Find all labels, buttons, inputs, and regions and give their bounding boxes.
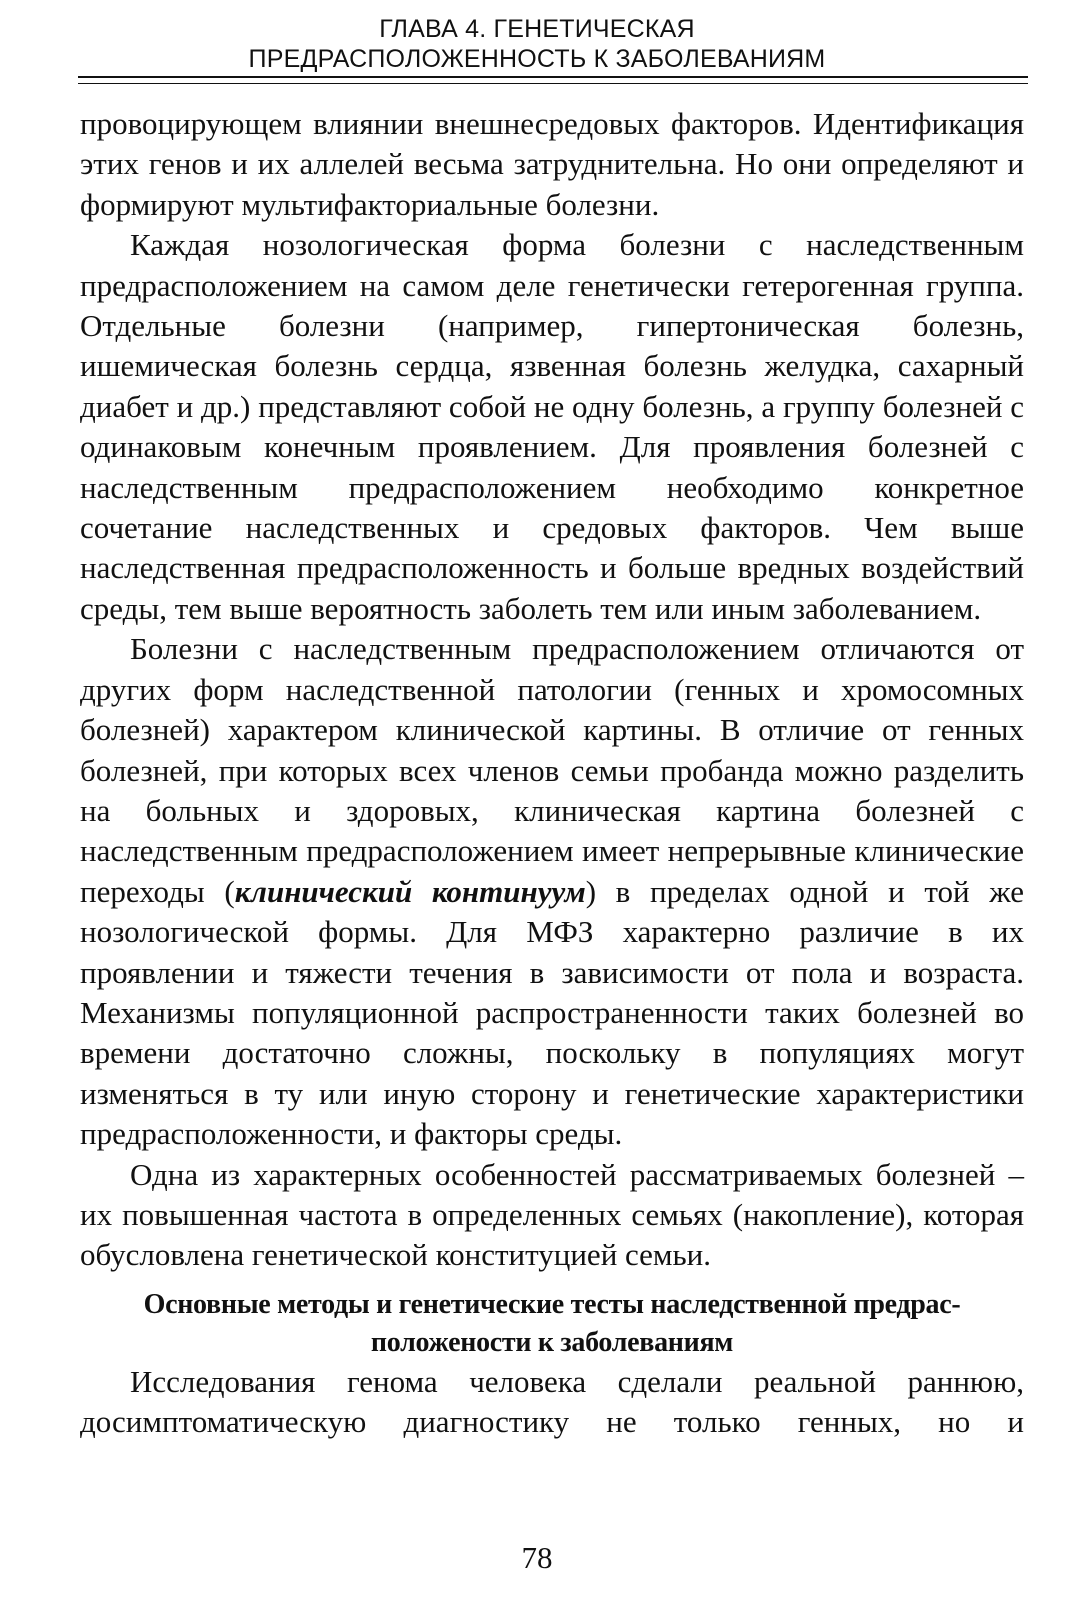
header-line-1: ГЛАВА 4. ГЕНЕТИЧЕСКАЯ — [379, 15, 695, 43]
paragraph-text-after: ) в пределах одной и той же нозологической формы. Для МФЗ характерно различие в их проявлении и тяжести течения в зависимости от пола и возраста. Механизмы популяционной распространенности таких болезней во времени достаточно сложны, поскольку в популяциях могут изменяться в ту или иную сторону и генетические характеристики предрасположенности, и факторы среды. — [80, 873, 1024, 1152]
paragraph-with-emphasis — [80, 629, 1024, 1154]
running-header — [0, 14, 1074, 74]
page-body — [80, 104, 1024, 1443]
section-heading — [80, 1286, 1024, 1362]
header-rule-thick — [78, 76, 1028, 78]
page-number: 78 — [521, 1540, 553, 1575]
paragraph-text-before: Болезни с наследственным предрасположением отличаются от других форм наследственной патологии (генных и хромосомных болезней) характером клинической картины. В отличие от генных болезней, при которых всех членов семьи пробанда можно разделить на больных и здоровых, клиническая картина болезней с наследственным предрасположением имеет непрерывные клинические переходы ( — [80, 631, 1024, 909]
header-line-2: ПРЕДРАСПОЛОЖЕННОСТЬ К ЗАБОЛЕВАНИЯМ — [248, 45, 826, 73]
section-heading-line-1: Основные методы и генетические тесты наследственной предрас- — [143, 1288, 961, 1320]
header-rule-thin — [78, 83, 1028, 84]
paragraph: Каждая нозологическая форма болезни с наследственным предрасположением на самом деле генетически гетерогенная группа. Отдельные болезни (например, гипертоническая болезнь, ишемическая болезнь сердца, язвенная болезнь желудка, сахарный диабет и др.) представляют собой не одну болезнь, а группу болезней с одинаковым конечным проявлением. Для проявления болезней с наследственным предрасположением необходимо конкретное сочетание наследственных и средовых факторов. Чем выше наследственная предрасположенность и больше вредных воздействий среды, тем выше вероятность заболеть тем или иным заболеванием. — [80, 227, 1024, 626]
section-heading-line-2: положености к заболеваниям — [370, 1326, 734, 1358]
paragraph: Исследования генома человека сделали реальной раннюю, досимптоматическую диагностику не только генных, но и — [80, 1363, 1024, 1440]
paragraph-continuation: провоцирующем влиянии внешнесредовых факторов. Идентификация этих генов и их аллелей весьма затруднительна. Но они определяют и формируют мультифакториальные болезни. — [80, 106, 1024, 222]
paragraph: Одна из характерных особенностей рассматриваемых болезней – их повышенная частота в определенных семьях (накопление), которая обусловлена генетической конституцией семьи. — [80, 1156, 1024, 1273]
emphasized-term: клинический континуум — [234, 873, 586, 909]
